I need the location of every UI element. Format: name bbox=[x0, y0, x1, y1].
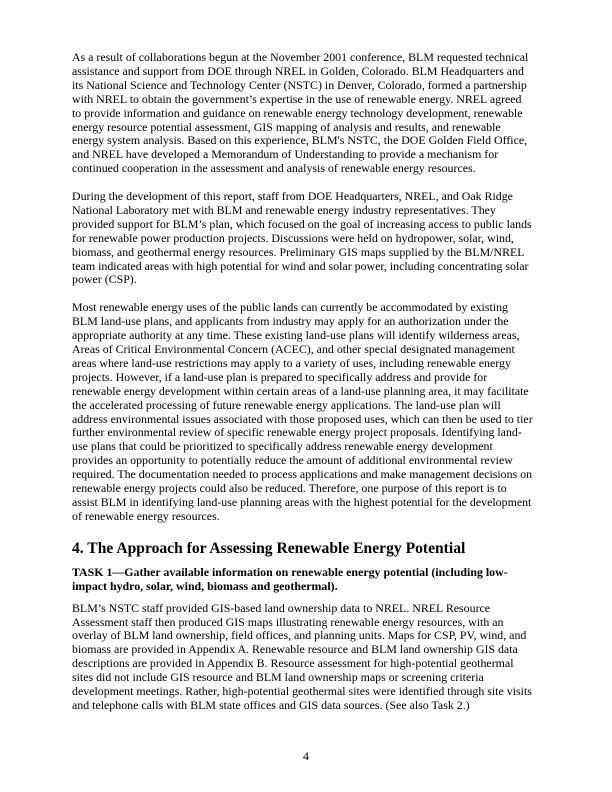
text-line: assist BLM in identifying land-use planning areas with the highest potential for the development bbox=[72, 494, 532, 509]
page-number: 4 bbox=[303, 749, 309, 763]
text-line: with NREL to obtain the government’s expertise in the use of renewable energy. NREL agreed bbox=[72, 91, 522, 106]
text-line: BLM’s NSTC staff provided GIS-based land ownership data to NREL. NREL Resource bbox=[72, 600, 491, 615]
paragraph-collaboration bbox=[72, 51, 542, 176]
text-line: impact hydro, solar, wind, biomass and geothermal). bbox=[72, 578, 338, 593]
text-line: descriptions are provided in Appendix B. Resource assessment for high-potential geothermal bbox=[72, 656, 514, 671]
text-line: Areas of Critical Environmental Concern (ACEC), and other special designated management bbox=[72, 342, 515, 356]
text-line: renewable energy development within certain areas of a land-use planning area, it may facilitate bbox=[72, 383, 529, 398]
text-line: address environmental issues associated with those proposed uses, which can then be used to tier bbox=[72, 411, 533, 426]
text-line: the accelerated processing of future renewable energy applications. The land-use plan will bbox=[72, 397, 501, 412]
text-line: Most renewable energy uses of the public lands can currently be accommodated by existing bbox=[72, 300, 508, 315]
text-line: its National Science and Technology Center (NSTC) in Denver, Colorado, formed a partnership bbox=[72, 77, 527, 92]
text-line: energy resource potential assessment, GIS mapping of analysis and results, and renewable bbox=[72, 119, 501, 134]
text-line: development meetings. Rather, high-potential geothermal sites were identified through site visits bbox=[72, 684, 532, 699]
text-line: During the development of this report, staff from DOE Headquarters, NREL, and Oak Ridge bbox=[72, 189, 513, 204]
text-line: Assessment staff then produced GIS maps illustrating renewable energy resources, with an bbox=[72, 614, 504, 629]
task-heading bbox=[72, 566, 542, 594]
text-line: provides an opportunity to potentially reduce the amount of additional environmental review bbox=[72, 453, 513, 468]
text-line: power (CSP). bbox=[72, 272, 137, 287]
text-line: and telephone calls with BLM state offices and GIS data sources. (See also Task 2.) bbox=[72, 697, 470, 712]
text-line: team indicated areas with high potential for wind and solar power, including concentrating solar bbox=[72, 258, 529, 273]
text-line: appropriate authority at any time. These existing land-use plans will identify wilderness areas, bbox=[72, 328, 520, 343]
paragraph-task1 bbox=[72, 602, 542, 713]
text-line: required. The documentation needed to process applications and make management decisions on bbox=[72, 467, 533, 482]
paragraph-land-use bbox=[72, 301, 542, 524]
text-line: continued cooperation in the assessment and analysis of renewable energy resources. bbox=[72, 161, 476, 176]
text-line: biomass, and geothermal energy resources. Preliminary GIS maps supplied by the BLM/NREL bbox=[72, 244, 525, 259]
text-line: to provide information and guidance on renewable energy technology development, renewable bbox=[72, 105, 523, 120]
text-line: use plans that could be prioritized to specifically address renewable energy development bbox=[72, 439, 493, 454]
text-line: TASK 1—Gather available information on renewable energy potential (including low- bbox=[72, 564, 508, 579]
text-line: sites did not include GIS resource and BLM land ownership maps or screening criteria bbox=[72, 670, 484, 685]
text-line: projects. However, if a land-use plan is prepared to specifically address and provide for bbox=[72, 369, 488, 384]
text-line: overlay of BLM land ownership, field offices, and planning units. Maps for CSP, PV, wind, and bbox=[72, 628, 527, 643]
text-line: BLM land-use plans, and applicants from industry may apply for an authorization under the bbox=[72, 314, 509, 329]
text-line: assistance and support from DOE through NREL in Golden, Colorado. BLM Headquarters and bbox=[72, 63, 524, 78]
text-line: of renewable energy resources. bbox=[72, 508, 220, 523]
text-line: As a result of collaborations begun at the November 2001 conference, BLM requested technical bbox=[72, 50, 529, 64]
text-line: biomass are provided in Appendix A. Renewable resource and BLM land ownership GIS data bbox=[72, 642, 518, 657]
document-page bbox=[72, 51, 542, 727]
text-line: provided support for BLM’s plan, which focused on the goal of increasing access to public lands bbox=[72, 216, 532, 231]
paragraph-development bbox=[72, 190, 542, 287]
text-line: and NREL have developed a Memorandum of Understanding to provide a mechanism for bbox=[72, 147, 499, 162]
text-line: further environmental review of specific renewable energy project proposals. Identifying land- bbox=[72, 425, 522, 440]
text-line: renewable energy projects could also be reduced. Therefore, one purpose of this report is to bbox=[72, 481, 507, 496]
text-line: for renewable power production projects. Discussions were held on hydropower, solar, wind, bbox=[72, 230, 514, 245]
text-line: energy system analysis. Based on this experience, BLM's NSTC, the DOE Golden Field Office, bbox=[72, 133, 528, 148]
text-line: National Laboratory met with BLM and renewable energy industry representatives. They bbox=[72, 202, 496, 217]
text-line: areas where land-use restrictions may apply to a variety of uses, including renewable energy bbox=[72, 355, 511, 370]
section-heading: 4. The Approach for Assessing Renewable Energy Potential bbox=[72, 539, 466, 557]
